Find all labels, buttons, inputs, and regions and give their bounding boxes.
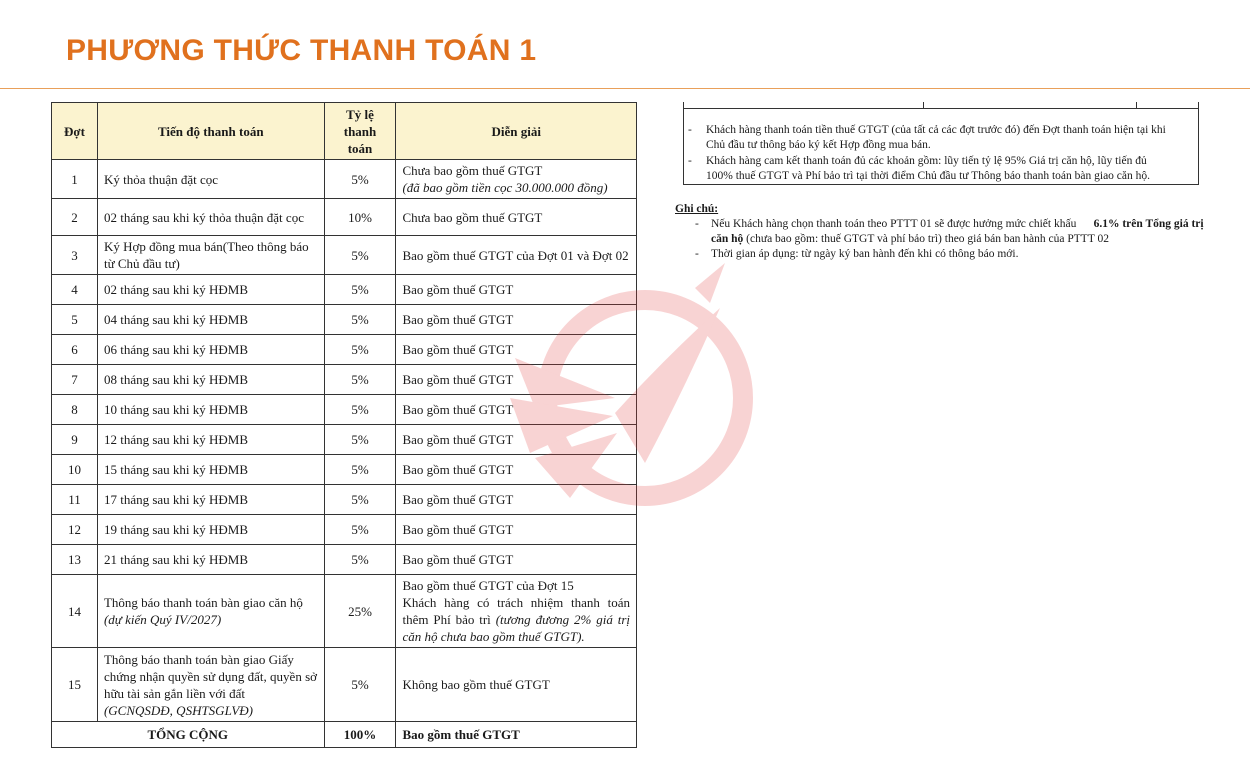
table-row — [52, 545, 637, 575]
condition-text-cont: 100% thuế GTGT và Phí bảo trì tại thời điểm Chủ đầu tư Thông báo thanh toán bàn giao căn hộ. — [706, 170, 1151, 182]
cell-dien-giai: Bao gồm thuế GTGT — [396, 305, 637, 335]
cell-tien-do: 02 tháng sau khi ký thỏa thuận đặt cọc — [97, 199, 324, 236]
cell-tien-do: 17 tháng sau khi ký HĐMB — [97, 485, 324, 515]
cell-tien-do: 10 tháng sau khi ký HĐMB — [97, 395, 324, 425]
bullet-dash: - — [695, 218, 699, 230]
note-text: Thời gian áp dụng: từ ngày ký ban hành đến khi có thông báo mới. — [711, 248, 1019, 260]
table-row — [52, 575, 637, 648]
total-ty-le: 100% — [324, 722, 396, 748]
box-divider — [923, 102, 924, 108]
dien-giai-line: Bao gồm thuế GTGT của Đợt 15 — [402, 578, 574, 593]
condition-text: Khách hàng thanh toán tiền thuế GTGT (của tất cả các đợt trước đó) đến Đợt thanh toán hiện tại khi — [706, 124, 1166, 136]
cell-dien-giai: Bao gồm thuế GTGT — [396, 275, 637, 305]
table-row — [52, 425, 637, 455]
table-row — [52, 365, 637, 395]
table-row — [52, 455, 637, 485]
cell-tien-do: 08 tháng sau khi ký HĐMB — [97, 365, 324, 395]
cell-ty-le: 5% — [324, 236, 396, 275]
box-top-stub — [684, 102, 1198, 109]
cell-ty-le: 5% — [324, 485, 396, 515]
cell-dien-giai: Chưa bao gồm thuế GTGT — [396, 199, 637, 236]
cell-dot: 11 — [52, 485, 98, 515]
total-dien-giai: Bao gồm thuế GTGT — [396, 722, 637, 748]
cell-dot: 3 — [52, 236, 98, 275]
tien-do-line: Thông báo thanh toán bàn giao căn hộ — [103, 595, 303, 610]
cell-ty-le: 5% — [324, 305, 396, 335]
cell-dien-giai: Bao gồm thuế GTGT — [396, 335, 637, 365]
dien-giai-line-2: Khách hàng có trách nhiệm thanh toán thêm Phí bảo trì — [402, 595, 630, 627]
header-ty-le-line-3: toán — [347, 140, 373, 156]
bullet-dash: - — [695, 248, 699, 260]
conditions-box — [683, 102, 1199, 185]
header-tien-do: Tiến độ thanh toán — [97, 103, 324, 160]
condition-item-2 — [688, 154, 1190, 184]
table-row — [52, 485, 637, 515]
header-ty-le-line-2: thanh — [343, 123, 377, 139]
cell-tien-do: 12 tháng sau khi ký HĐMB — [97, 425, 324, 455]
bullet-dash: - — [688, 155, 692, 167]
notes-section — [675, 202, 1215, 262]
cell-dot: 9 — [52, 425, 98, 455]
table-header-row — [52, 103, 637, 160]
header-dot: Đợt — [52, 103, 98, 160]
cell-dot: 8 — [52, 395, 98, 425]
cell-dien-giai: Bao gồm thuế GTGT — [396, 395, 637, 425]
cell-ty-le: 5% — [324, 545, 396, 575]
table-row — [52, 275, 637, 305]
cell-ty-le: 5% — [324, 648, 396, 722]
cell-tien-do: Ký thỏa thuận đặt cọc — [97, 160, 324, 199]
tien-do-note: (GCNQSDĐ, QSHTSGLVĐ) — [103, 702, 253, 718]
note-text — [711, 217, 1215, 247]
cell-ty-le: 10% — [324, 199, 396, 236]
note-text-part: (chưa bao gồm: thuế GTGT và phí bảo trì) theo giá bán ban hành của PTTT 02 — [746, 233, 1110, 245]
cell-tien-do: 04 tháng sau khi ký HĐMB — [97, 305, 324, 335]
table-row — [52, 395, 637, 425]
condition-text-cont: Chủ đầu tư thông báo ký kết Hợp đồng mua bán. — [706, 139, 931, 151]
notes-heading: Ghi chú: — [675, 203, 719, 215]
note-item-1 — [675, 217, 1215, 247]
table-row — [52, 160, 637, 199]
title-divider — [0, 88, 1250, 89]
discount-highlight-cont: giá trị căn hộ — [711, 218, 1204, 245]
condition-text: Khách hàng cam kết thanh toán đủ các khoản gồm: lũy tiến tỷ lệ 95% Giá trị căn hộ, lũy tiến đủ — [706, 155, 1147, 167]
cell-dot: 14 — [52, 575, 98, 648]
cell-tien-do: 06 tháng sau khi ký HĐMB — [97, 335, 324, 365]
cell-dien-giai: Bao gồm thuế GTGT — [396, 485, 637, 515]
tien-do-note: (dự kiến Quý IV/2027) — [103, 612, 222, 627]
total-label: TỔNG CỘNG — [52, 722, 325, 748]
cell-tien-do: 15 tháng sau khi ký HĐMB — [97, 455, 324, 485]
header-dien-giai: Diễn giải — [396, 103, 637, 160]
cell-tien-do — [97, 575, 324, 648]
cell-dot: 2 — [52, 199, 98, 236]
cell-dot: 4 — [52, 275, 98, 305]
cell-dot: 12 — [52, 515, 98, 545]
cell-dien-giai — [396, 160, 637, 199]
header-ty-le — [324, 103, 396, 160]
cell-ty-le: 5% — [324, 455, 396, 485]
cell-dot: 5 — [52, 305, 98, 335]
cell-dien-giai — [396, 575, 637, 648]
cell-ty-le: 5% — [324, 425, 396, 455]
cell-ty-le: 5% — [324, 335, 396, 365]
table-row — [52, 335, 637, 365]
cell-tien-do: 02 tháng sau khi ký HĐMB — [97, 275, 324, 305]
payment-schedule-table — [51, 102, 637, 748]
cell-dien-giai: Bao gồm thuế GTGT — [396, 425, 637, 455]
table-row — [52, 648, 637, 722]
cell-ty-le: 5% — [324, 395, 396, 425]
note-item-2 — [675, 247, 1215, 262]
cell-dot: 6 — [52, 335, 98, 365]
cell-dien-giai: Không bao gồm thuế GTGT — [396, 648, 637, 722]
cell-ty-le: 5% — [324, 365, 396, 395]
cell-tien-do — [97, 648, 324, 722]
cell-dot: 13 — [52, 545, 98, 575]
cell-ty-le: 25% — [324, 575, 396, 648]
cell-dot: 7 — [52, 365, 98, 395]
dien-giai-line: Chưa bao gồm thuế GTGT — [402, 163, 543, 178]
cell-ty-le: 5% — [324, 160, 396, 199]
cell-dien-giai: Bao gồm thuế GTGT — [396, 515, 637, 545]
cell-dien-giai: Bao gồm thuế GTGT — [396, 545, 637, 575]
table-row — [52, 305, 637, 335]
dien-giai-note: (tương đương 2% giá trị căn hộ chưa bao gồm thuế GTGT). — [402, 612, 630, 644]
condition-item-1 — [688, 123, 1190, 153]
discount-highlight: 6.1% trên Tổng — [1093, 218, 1172, 230]
cell-tien-do: Ký Hợp đồng mua bán(Theo thông báo từ Chủ đầu tư) — [97, 236, 324, 275]
table-total-row — [52, 722, 637, 748]
cell-dien-giai: Bao gồm thuế GTGT của Đợt 01 và Đợt 02 — [396, 236, 637, 275]
cell-tien-do: 19 tháng sau khi ký HĐMB — [97, 515, 324, 545]
note-text-part: Nếu Khách hàng chọn thanh toán theo PTTT 01 sẽ được hưởng mức chiết khấu — [711, 218, 1077, 230]
box-divider — [1136, 102, 1137, 108]
table-row — [52, 236, 637, 275]
cell-dot: 10 — [52, 455, 98, 485]
cell-ty-le: 5% — [324, 275, 396, 305]
page-title: PHƯƠNG THỨC THANH TOÁN 1 — [66, 34, 537, 67]
table-row — [52, 199, 637, 236]
bullet-dash: - — [688, 124, 692, 136]
table-row — [52, 515, 637, 545]
cell-dot: 15 — [52, 648, 98, 722]
cell-ty-le: 5% — [324, 515, 396, 545]
dien-giai-note: (đã bao gồm tiền cọc 30.000.000 đồng) — [402, 180, 608, 195]
header-ty-le-line-1: Tỷ lệ — [346, 106, 374, 122]
cell-dot: 1 — [52, 160, 98, 199]
tien-do-line: Thông báo thanh toán bàn giao Giấy chứng nhận quyền sử dụng đất, quyền sở hữu tài sản gắn liền với đất — [103, 651, 317, 701]
cell-tien-do: 21 tháng sau khi ký HĐMB — [97, 545, 324, 575]
cell-dien-giai: Bao gồm thuế GTGT — [396, 365, 637, 395]
cell-dien-giai: Bao gồm thuế GTGT — [396, 455, 637, 485]
